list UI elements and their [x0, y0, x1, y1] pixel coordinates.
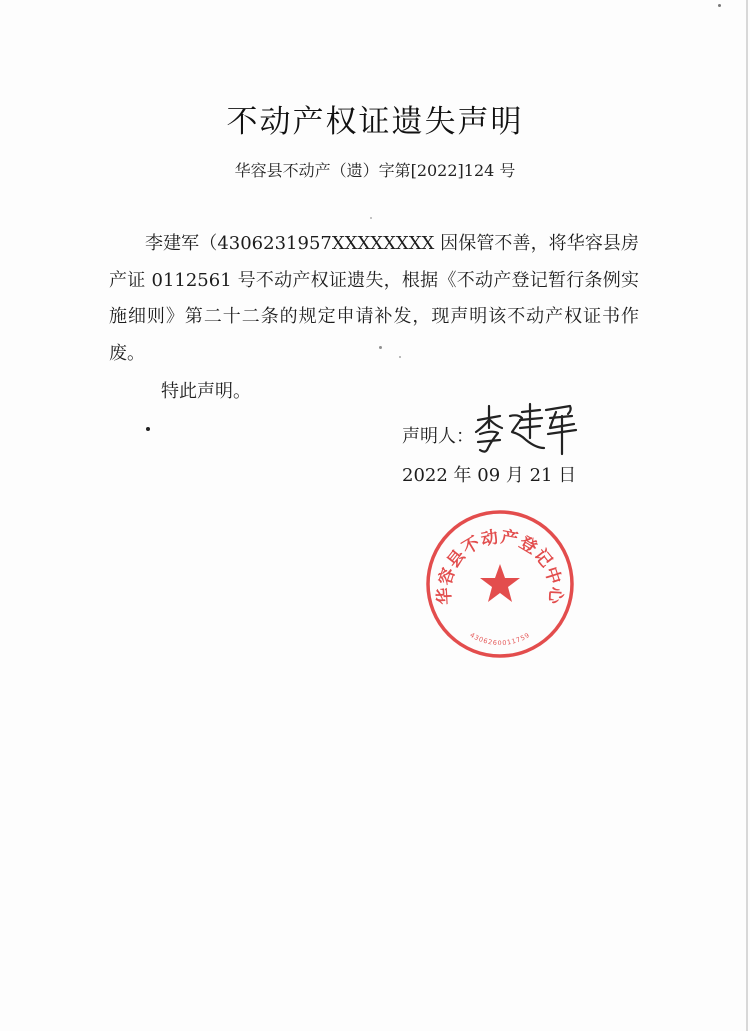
document-number: 华容县不动产（遗）字第[2022]124 号: [234, 161, 516, 180]
closing-statement: 特此声明。: [161, 381, 251, 402]
svg-text:4306260011759: [469, 631, 532, 647]
declarant-label: 声明人：: [402, 426, 474, 447]
official-seal: [424, 508, 576, 660]
scan-speck: [399, 356, 401, 358]
seal-code-text: 4306260011759: [468, 631, 532, 648]
body-paragraph: 李建军（4306231957XXXXXXXX 因保管不善，将华容县房产证 0112561 号不动产权证遗失，根据《不动产登记暂行条例实施细则》第二十二条的规定申请补发，现声明该不动产权证书作废。: [109, 233, 639, 364]
star-icon: [480, 564, 520, 602]
seal-name-text: 华容县不动产登记中心: [434, 527, 566, 606]
declaration-date: 2022 年 09 月 21 日: [402, 465, 577, 486]
scan-speck: [370, 217, 372, 219]
scan-edge: [746, 0, 748, 1031]
handwritten-signature: [470, 398, 580, 458]
scan-speck: [379, 346, 382, 349]
scan-speck: [718, 4, 721, 7]
document-title: 不动产权证遗失声明: [226, 104, 524, 140]
scan-speck: [146, 427, 150, 431]
body-paragraph-container: [109, 226, 639, 372]
